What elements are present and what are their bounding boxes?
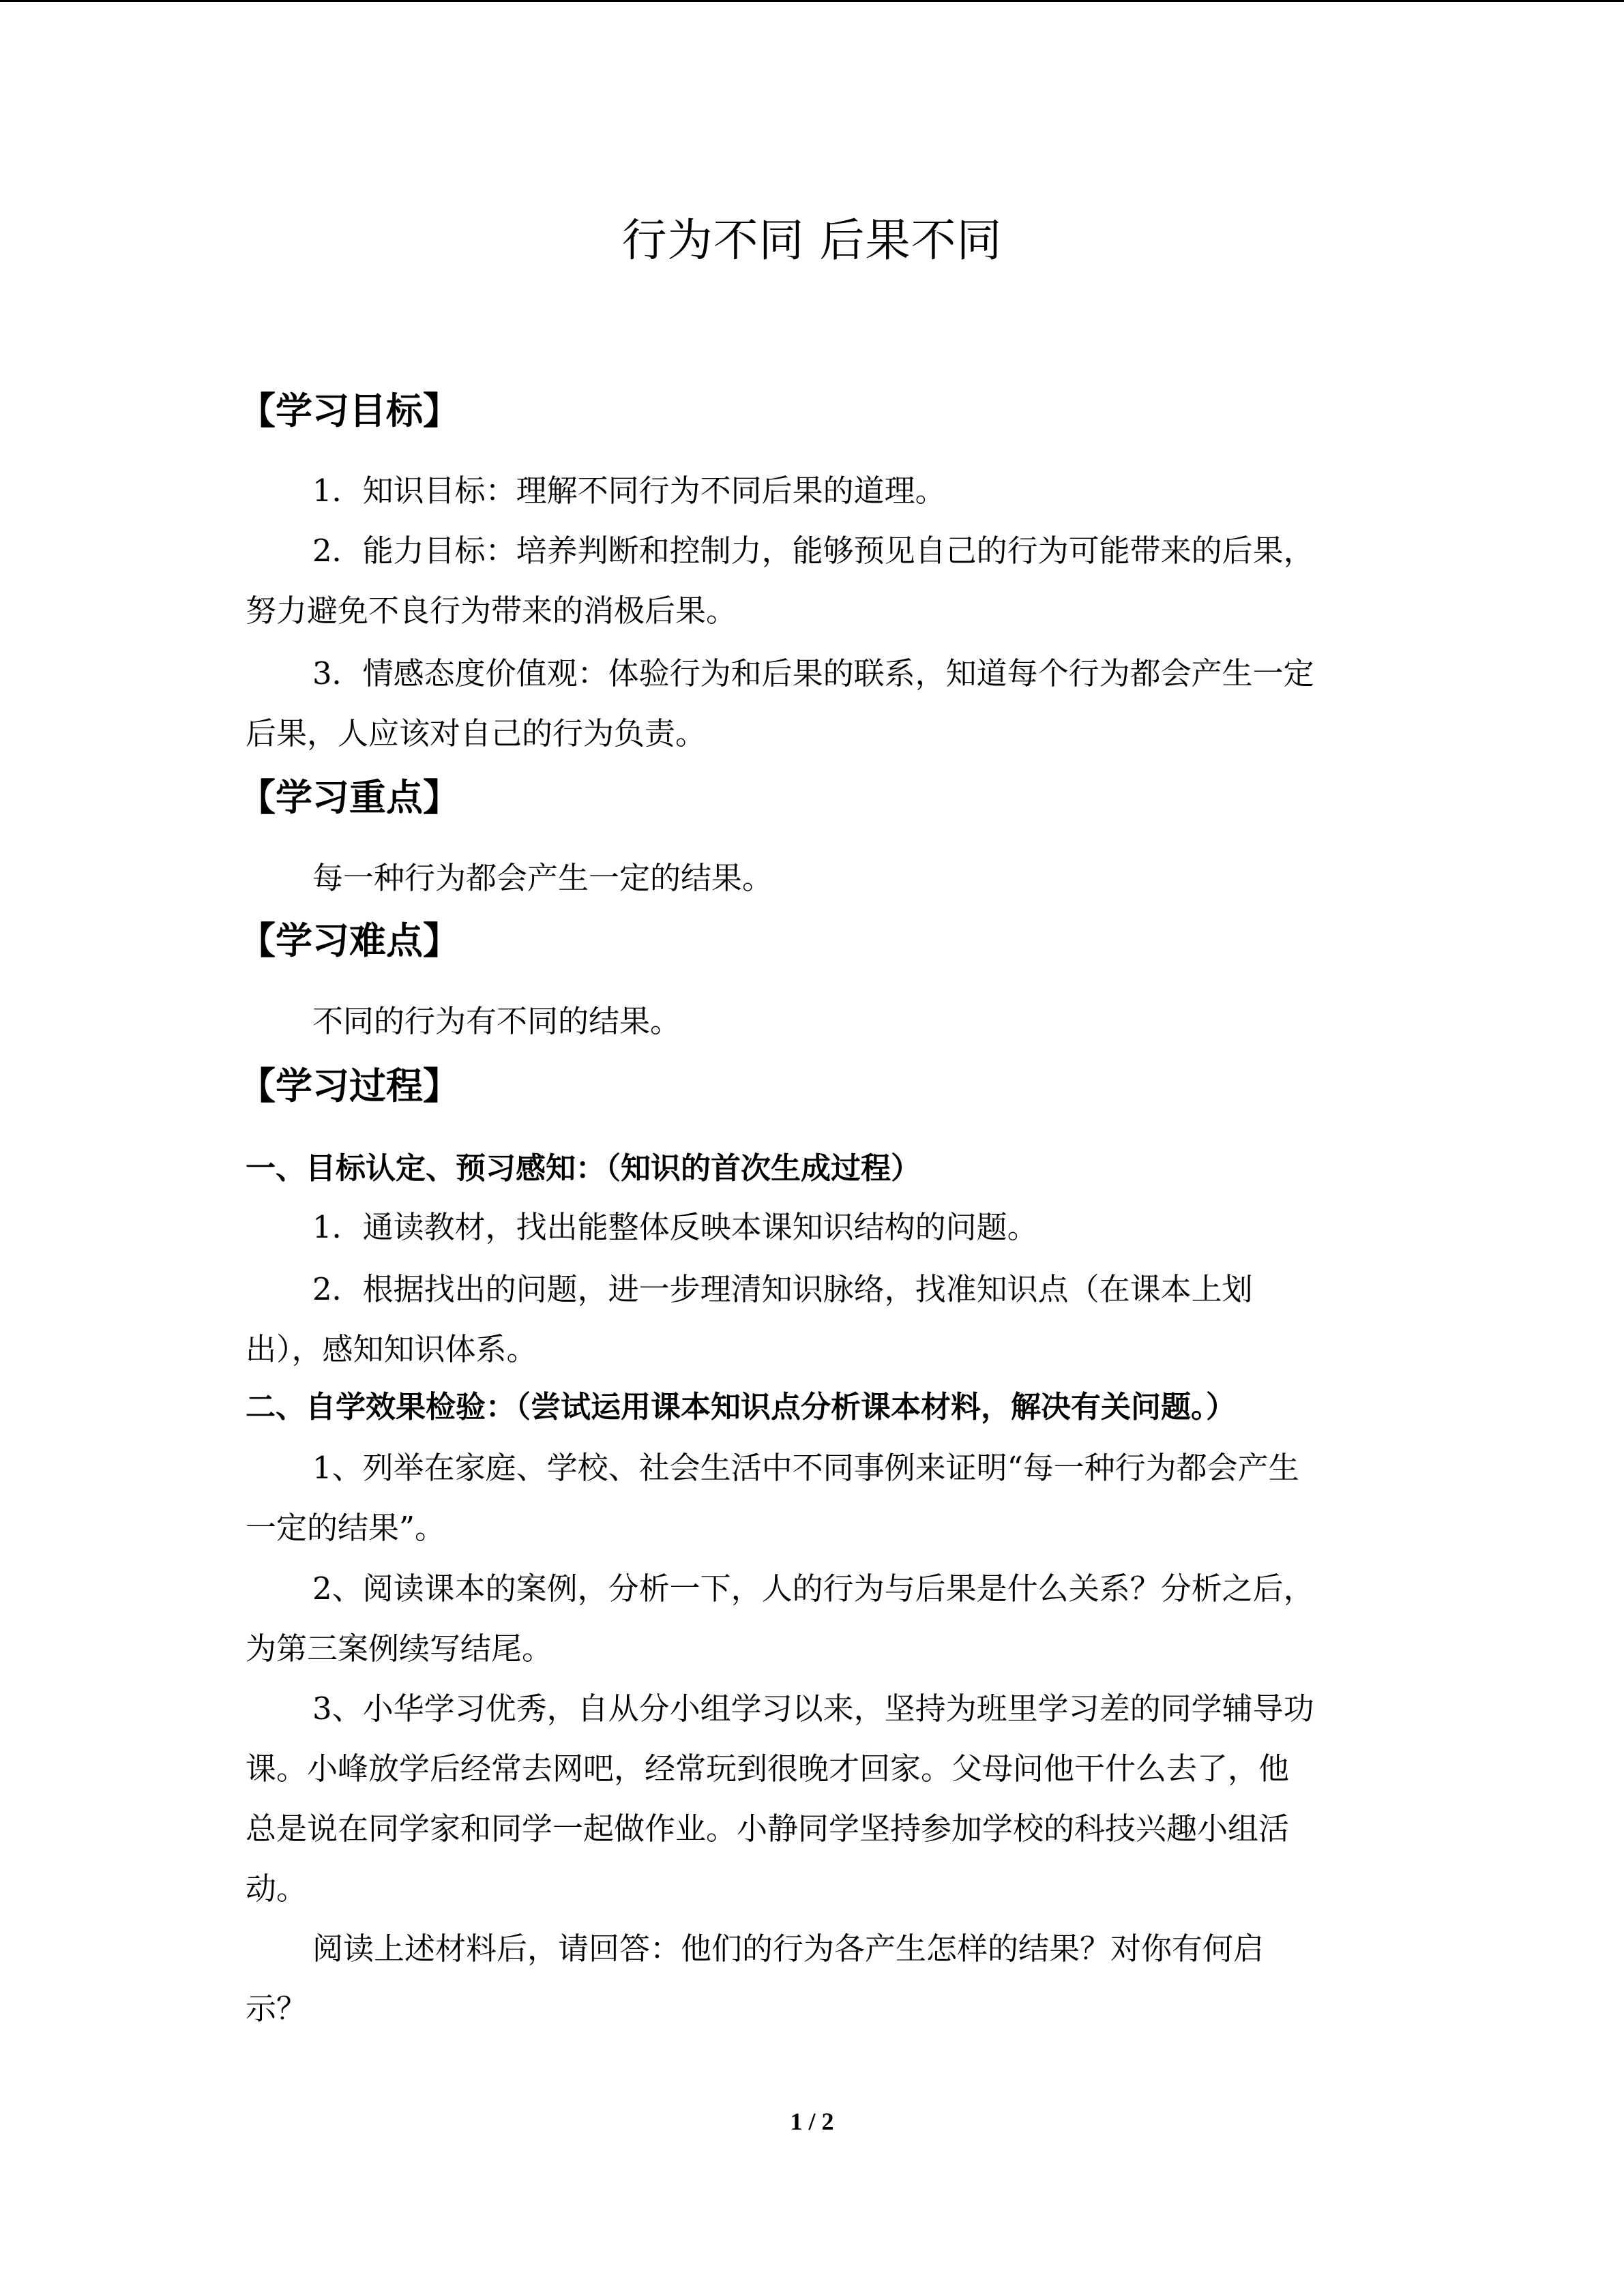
process-part-2-item-1-line-1: 1、列举在家庭、学校、社会生活中不同事例来证明“每一种行为都会产生	[312, 1450, 1299, 1486]
heading-difficulties: 【学习难点】	[239, 919, 460, 962]
process-part-2-item-4-line-1: 阅读上述材料后，请回答：他们的行为各产生怎样的结果？对你有何启	[312, 1930, 1265, 1967]
goal-item-1-line-1: 1．知识目标：理解不同行为不同后果的道理。	[312, 473, 946, 509]
process-part-2-item-2	[246, 1559, 1378, 1679]
process-part-2-item-2-line-1: 2、阅读课本的案例，分析一下，人的行为与后果是什么关系？分析之后，	[312, 1570, 1314, 1607]
process-part-1-item-2	[246, 1259, 1378, 1380]
process-part-2-item-3-line-4: 动。	[246, 1870, 308, 1907]
difficulties-line: 不同的行为有不同的结果。	[312, 1003, 681, 1039]
process-part-2-item-1	[246, 1438, 1378, 1558]
key-points-line: 每一种行为都会产生一定的结果。	[312, 860, 773, 896]
process-part-1-item-1-line-1: 1．通读教材，找出能整体反映本课知识结构的问题。	[312, 1209, 1038, 1245]
process-part-2-item-2-line-2: 为第三案例续写结尾。	[246, 1630, 553, 1667]
process-part-1-item-1	[246, 1197, 1378, 1257]
process-part-2-item-3-line-2: 课。小峰放学后经常去网吧，经常玩到很晚才回家。父母问他干什么去了，他	[246, 1750, 1290, 1787]
process-part-1-item-2-line-2: 出），感知知识体系。	[246, 1331, 537, 1367]
goal-item-2	[246, 521, 1378, 641]
process-part-2-item-1-line-2: 一定的结果”。	[246, 1510, 446, 1546]
goal-item-2-line-2: 努力避免不良行为带来的消极后果。	[246, 593, 737, 629]
process-part-2-item-3-line-3: 总是说在同学家和同学一起做作业。小静同学坚持参加学校的科技兴趣小组活	[246, 1810, 1290, 1847]
goal-item-1	[246, 461, 1378, 521]
document-title: 行为不同 后果不同	[621, 214, 1003, 267]
goal-item-2-line-1: 2．能力目标：培养判断和控制力，能够预见自己的行为可能带来的后果，	[312, 533, 1314, 569]
process-part-2-item-3-line-1: 3、小华学习优秀，自从分小组学习以来，坚持为班里学习差的同学辅导功	[312, 1690, 1314, 1727]
difficulties-text	[246, 992, 1378, 1052]
process-part-2-item-3	[246, 1679, 1378, 1919]
process-part-1-title: 一、目标认定、预习感知：（知识的首次生成过程）	[246, 1151, 921, 1186]
process-part-2-title: 二、自学效果检验：（尝试运用课本知识点分析课本材料，解决有关问题。）	[246, 1390, 1236, 1425]
page-number: 1 / 2	[790, 2108, 834, 2135]
goal-item-3-line-1: 3．情感态度价值观：体验行为和后果的联系，知道每个行为都会产生一定	[312, 655, 1314, 691]
key-points-text	[246, 848, 1378, 908]
heading-learning-goals: 【学习目标】	[239, 389, 460, 432]
heading-learning-process: 【学习过程】	[239, 1064, 460, 1107]
goal-item-3	[246, 644, 1378, 764]
process-part-2-item-4-line-2: 示？	[246, 1991, 308, 2027]
heading-key-points: 【学习重点】	[239, 776, 460, 819]
process-part-1-item-2-line-1: 2．根据找出的问题，进一步理清知识脉络，找准知识点（在课本上划	[312, 1271, 1253, 1307]
goal-item-3-line-2: 后果，人应该对自己的行为负责。	[246, 715, 707, 751]
process-part-2-item-4	[246, 1919, 1378, 2039]
